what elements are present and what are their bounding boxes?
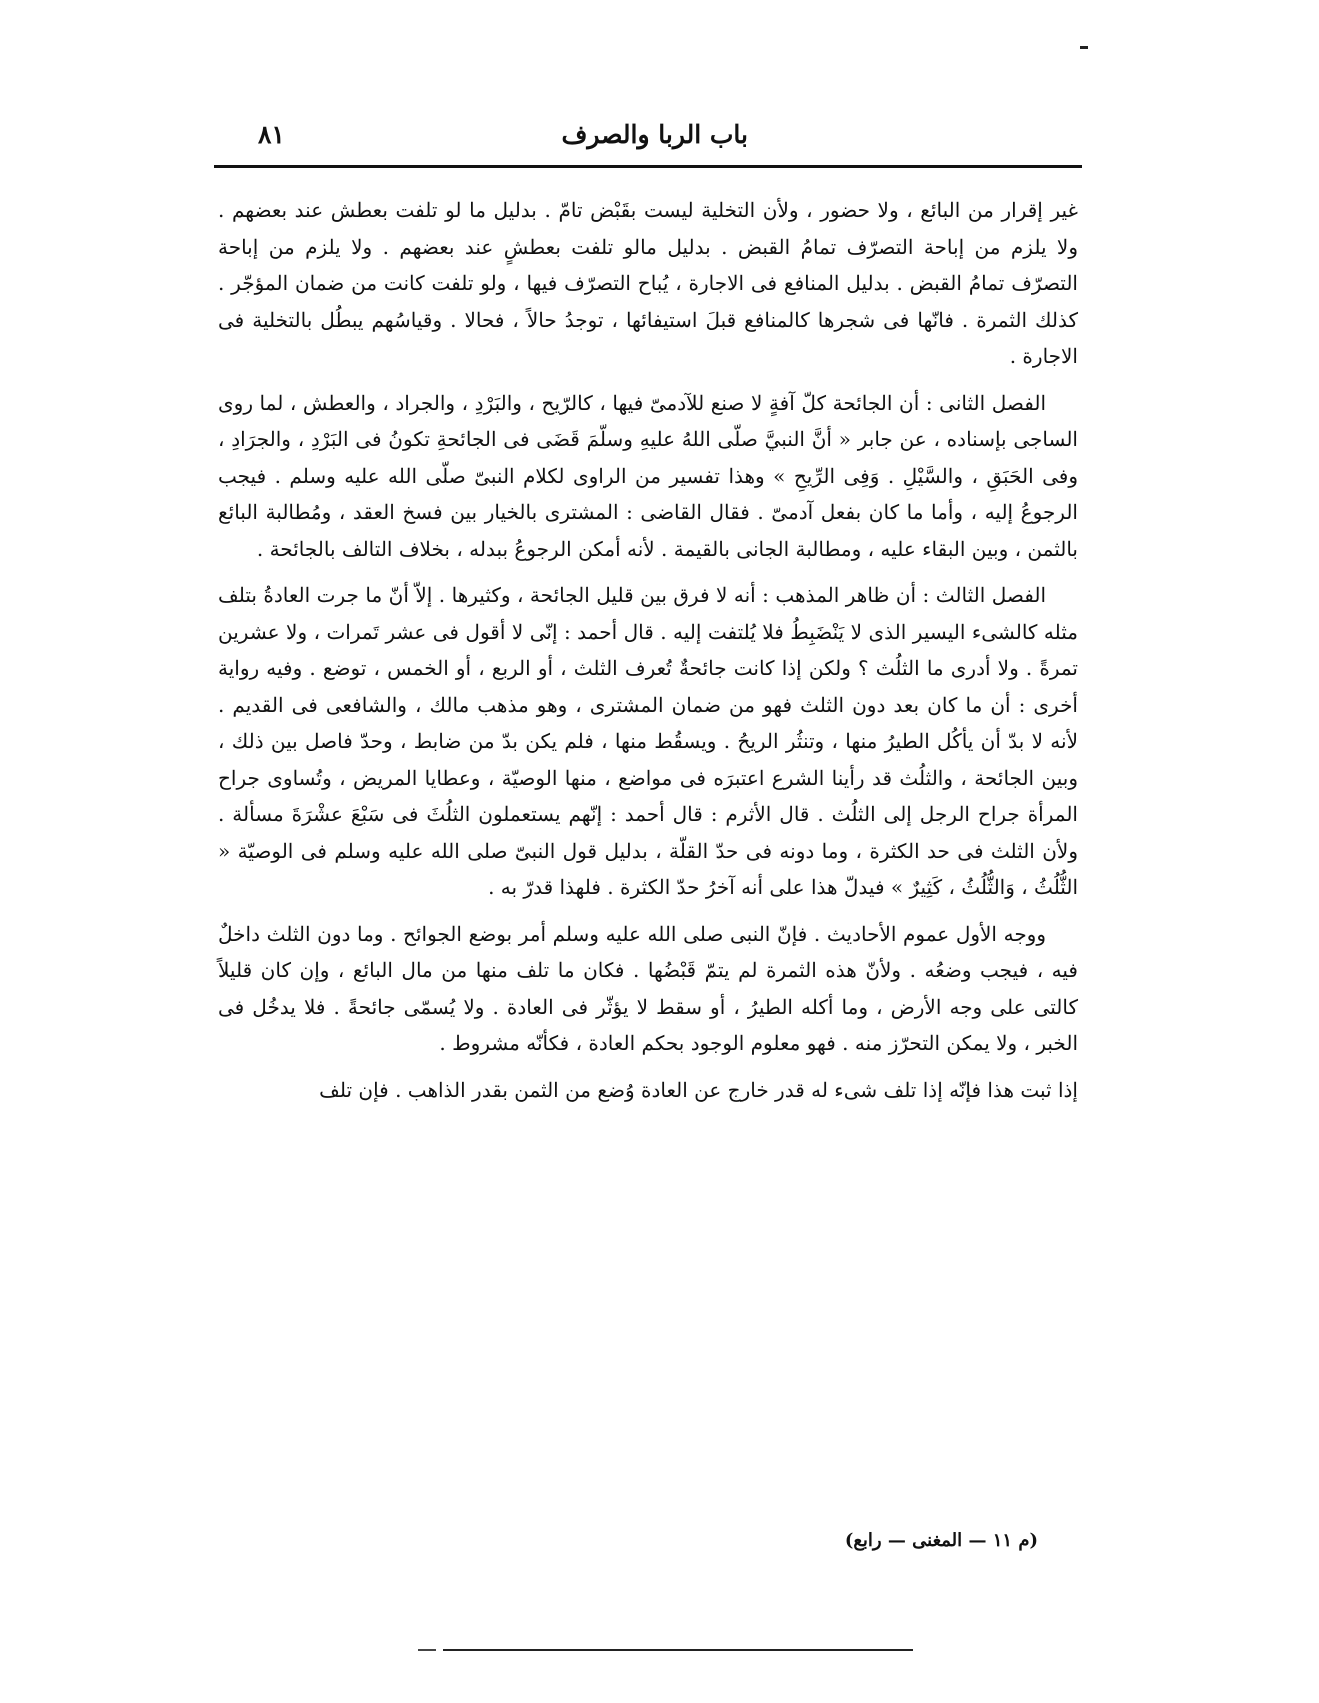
paragraph-4: ووجه الأول عموم الأحاديث . فإنّ النبى صلى الله عليه وسلم أمر بوضع الجوائح . وما دون الثلث داخلٌ فيه ، فيجب وضعُه . ولأنّ هذه الثمرة لم يتمّ قَبْضُها . فكان ما تلف منها من مال البائع ، وإن كان قليلاً كالتى على وجه الأرض ، وما أكله الطيرُ ، أو سقط لا يؤثّر فى العادة . ولا يُسمّى جائحةً . فلا يدخُل فى الخبر ، ولا يمكن التحرّز منه . فهو معلوم الوجود بحكم العادة ، فكأنّه مشروط . [218, 921, 1078, 1055]
page-header [218, 120, 1078, 160]
bottom-rule [443, 1649, 913, 1651]
paragraph-1: غير إقرار من البائع ، ولا حضور ، ولأن التخلية ليست بقَبْض تامّ . بدليل ما لو تلفت بعطش عند بعضهم . ولا يلزم من إباحة التصرّف تمامُ القبض . بدليل مالو تلفت بعطشٍ عند بعضهم . ولا يلزم من إباحة التصرّف تمامُ القبض . بدليل المنافع فى الاجارة ، يُباح التصرّف فيها ، ولو تلفت كانت من ضمان المؤجّر . كذلك الثمرة . فانّها فى شجرها كالمنافع قبلَ استيفائها ، توجدُ حالاً ، فحالا . وقياسُهم يبطُل بالتخلية فى الاجارة . [218, 198, 1078, 368]
page-number: ٨١ [258, 120, 285, 149]
volume-signature: (م ١١ — المغنى — رابع) [844, 1530, 1038, 1551]
paragraph-5: إذا ثبت هذا فإنّه إذا تلف شىء له قدر خارج عن العادة وُضع من الثمن بقدر الذاهب . فإن تلف [319, 1077, 1078, 1102]
paragraph-3: الفصل الثالث : أن ظاهر المذهب : أنه لا فرق بين قليل الجائحة ، وكثيرها . إلاّ أنّ ما جرت العادةُ بتلف مثله كالشىء اليسير الذى لا يَنْضَبِطُ فلا يُلتفت إليه . قال أحمد : إنّى لا أقول فى عشر تَمرات ، ولا عشرين تمرةً . ولا أدرى ما الثلُث ؟ ولكن إذا كانت جائحةٌ تُعرف الثلث ، أو الربع ، أو الخمس ، توضع . وفيه رواية أخرى : أن ما كان بعد دون الثلث فهو من ضمان المشترى ، وهو مذهب مالك ، والشافعى فى القديم . لأنه لا بدّ أن يأكُل الطيرُ منها ، وتنثُر الريحُ . ويسقُط منها ، فلم يكن بدّ من ضابط ، وحدّ فاصل بين ذلك ، وبين الجائحة ، والثلُث قد رأينا الشرع اعتبرَه فى مواضع ، منها الوصيّة ، وعطايا المريض ، وتُساوى جراح المرأة جراح الرجل إلى الثلُث . قال الأثرم : قال أحمد : إنّهم يستعملون الثلُثَ فى سَبْعَ عشْرَةَ مسألة . ولأن الثلث فى حد الكثرة ، وما دونه فى حدّ القلّة ، بدليل قول النبىّ صلى الله عليه وسلم فى الوصيّة « الثُّلُثُ ، وَالثُّلُثُ ، كَثِيرٌ » فيدلّ هذا على أنه آخرُ حدّ الكثرة . فلهذا قدرّ به . [218, 583, 1078, 899]
book-page [218, 0, 1078, 1703]
paragraph-2: الفصل الثانى : أن الجائحة كلّ آفةٍ لا صنع للآدمىّ فيها ، كالرّيح ، والبَرْدِ ، والجراد ، والعطش ، لما روى الساجى بإسناده ، عن جابر « أنَّ النبيَّ صلّى اللهُ عليهِ وسلّمَ قَضَى فى الجائحةِ تكونُ فى البَرْدِ ، والجرَادِ ، وفى الحَبَقِ ، والسَّيْلِ . وَفِى الرِّيحِ » وهذا تفسير من الراوى لكلام النبىّ صلّى الله عليه وسلم . فيجب الرجوعُ إليه ، وأما ما كان بفعل آدمىّ . فقال القاضى : المشترى بالخيار بين فسخ العقد ، ومُطالبة البائع بالثمن ، وبين البقاء عليه ، ومطالبة الجانى بالقيمة . لأنه أمكن الرجوعُ ببدله ، بخلاف التالف بالجائحة . [218, 390, 1078, 561]
body-text [218, 192, 1078, 1108]
bottom-dash [418, 1649, 436, 1651]
scan-mark [1080, 46, 1088, 49]
running-title: باب الربا والصرف [561, 120, 748, 149]
header-rule [214, 165, 1082, 168]
